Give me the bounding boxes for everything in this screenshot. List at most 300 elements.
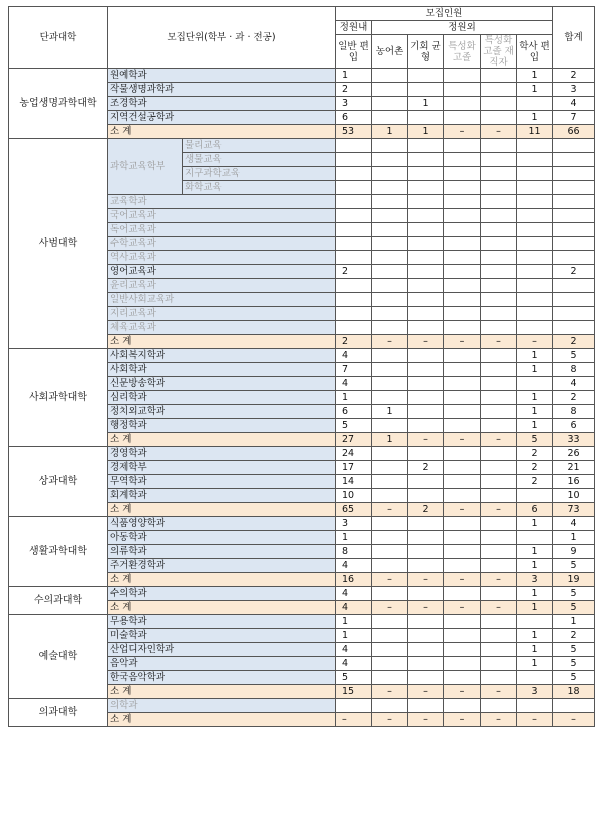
value-cell — [408, 391, 444, 405]
value-cell — [372, 83, 408, 97]
value-cell — [408, 111, 444, 125]
value-cell — [408, 447, 444, 461]
college-name: 의과대학 — [9, 699, 108, 727]
subtotal-cell: 5 — [517, 433, 553, 447]
header-general-transfer: 일반 편입 — [336, 35, 372, 69]
value-cell: 7 — [336, 363, 372, 377]
value-cell — [408, 377, 444, 391]
unit-name: 회계학과 — [108, 489, 336, 503]
unit-name: 윤리교육과 — [108, 279, 336, 293]
value-cell: 8 — [553, 363, 595, 377]
value-cell: 5 — [336, 671, 372, 685]
value-cell — [481, 69, 517, 83]
subtotal-cell: 4 — [336, 601, 372, 615]
value-cell — [372, 419, 408, 433]
subtotal-cell: – — [481, 433, 517, 447]
value-cell: 5 — [553, 657, 595, 671]
college-name: 수의과대학 — [9, 587, 108, 615]
value-cell — [372, 475, 408, 489]
unit-name: 조경학과 — [108, 97, 336, 111]
value-cell: 1 — [336, 629, 372, 643]
value-cell — [408, 419, 444, 433]
value-cell: 1 — [517, 643, 553, 657]
value-cell — [408, 545, 444, 559]
value-cell — [336, 167, 372, 181]
value-cell: 21 — [553, 461, 595, 475]
value-cell — [553, 181, 595, 195]
subtotal-cell: – — [481, 713, 517, 727]
value-cell — [481, 237, 517, 251]
value-cell: 5 — [553, 349, 595, 363]
value-cell — [372, 167, 408, 181]
value-cell: 1 — [517, 363, 553, 377]
value-cell — [408, 615, 444, 629]
subtotal-cell: – — [372, 601, 408, 615]
unit-name: 행정학과 — [108, 419, 336, 433]
value-cell — [444, 209, 481, 223]
value-cell — [336, 181, 372, 195]
value-cell — [553, 195, 595, 209]
value-cell — [481, 461, 517, 475]
value-cell — [372, 559, 408, 573]
value-cell — [372, 643, 408, 657]
subtotal-cell: 15 — [336, 685, 372, 699]
unit-name: 무역학과 — [108, 475, 336, 489]
value-cell — [481, 531, 517, 545]
subtotal-cell: 2 — [553, 335, 595, 349]
subtotal-label: 소 계 — [108, 601, 336, 615]
value-cell — [517, 699, 553, 713]
value-cell — [336, 293, 372, 307]
unit-name: 화학교육 — [183, 181, 336, 195]
subtotal-cell: – — [444, 433, 481, 447]
value-cell — [444, 195, 481, 209]
subtotal-cell: 27 — [336, 433, 372, 447]
value-cell: 1 — [517, 419, 553, 433]
subtotal-cell: 16 — [336, 573, 372, 587]
value-cell — [481, 405, 517, 419]
value-cell — [444, 251, 481, 265]
value-cell — [372, 377, 408, 391]
value-cell — [408, 223, 444, 237]
subtotal-cell: – — [553, 713, 595, 727]
value-cell: 6 — [336, 405, 372, 419]
unit-name: 수학교육과 — [108, 237, 336, 251]
subtotal-label: 소 계 — [108, 125, 336, 139]
table-row — [9, 699, 595, 713]
value-cell — [408, 363, 444, 377]
value-cell — [481, 489, 517, 503]
value-cell — [481, 139, 517, 153]
value-cell: 1 — [517, 517, 553, 531]
unit-name: 의학과 — [108, 699, 336, 713]
subtotal-cell: 3 — [517, 685, 553, 699]
value-cell — [444, 279, 481, 293]
value-cell — [408, 559, 444, 573]
header-inside: 정원내 — [336, 21, 372, 35]
value-cell — [336, 251, 372, 265]
unit-name: 사회학과 — [108, 363, 336, 377]
value-cell — [372, 223, 408, 237]
value-cell: 1 — [517, 83, 553, 97]
value-cell — [481, 419, 517, 433]
value-cell — [372, 251, 408, 265]
value-cell — [517, 97, 553, 111]
value-cell — [481, 363, 517, 377]
value-cell — [481, 167, 517, 181]
value-cell — [408, 349, 444, 363]
value-cell — [481, 657, 517, 671]
value-cell — [517, 293, 553, 307]
value-cell — [517, 167, 553, 181]
unit-name: 지리교육과 — [108, 307, 336, 321]
value-cell — [481, 223, 517, 237]
value-cell: 4 — [336, 349, 372, 363]
value-cell: 2 — [408, 461, 444, 475]
unit-name: 지구과학교육 — [183, 167, 336, 181]
header-special-hs: 특성화 고졸 — [444, 35, 481, 69]
value-cell — [444, 615, 481, 629]
subtotal-cell: 66 — [553, 125, 595, 139]
value-cell — [444, 559, 481, 573]
unit-name: 산업디자인학과 — [108, 643, 336, 657]
value-cell — [481, 321, 517, 335]
unit-name: 신문방송학과 — [108, 377, 336, 391]
value-cell — [372, 447, 408, 461]
value-cell — [517, 265, 553, 279]
subtotal-cell: 33 — [553, 433, 595, 447]
value-cell — [553, 167, 595, 181]
value-cell: 7 — [553, 111, 595, 125]
value-cell — [517, 139, 553, 153]
value-cell: 2 — [553, 629, 595, 643]
value-cell: 2 — [336, 83, 372, 97]
value-cell — [444, 545, 481, 559]
value-cell — [517, 237, 553, 251]
subtotal-cell: – — [481, 573, 517, 587]
subtotal-cell: 5 — [553, 601, 595, 615]
value-cell — [444, 69, 481, 83]
value-cell — [372, 279, 408, 293]
value-cell — [444, 671, 481, 685]
value-cell — [444, 699, 481, 713]
value-cell — [481, 643, 517, 657]
value-cell — [481, 475, 517, 489]
value-cell — [553, 209, 595, 223]
subtotal-cell: – — [444, 335, 481, 349]
value-cell — [444, 307, 481, 321]
value-cell: 3 — [336, 517, 372, 531]
value-cell — [481, 671, 517, 685]
value-cell — [408, 251, 444, 265]
value-cell — [444, 657, 481, 671]
value-cell — [481, 265, 517, 279]
header-farm: 농어촌 — [372, 35, 408, 69]
value-cell: 5 — [553, 643, 595, 657]
value-cell — [517, 307, 553, 321]
value-cell — [444, 587, 481, 601]
value-cell: 4 — [336, 559, 372, 573]
subtotal-cell: – — [481, 601, 517, 615]
unit-name: 독어교육과 — [108, 223, 336, 237]
value-cell — [553, 237, 595, 251]
value-cell — [408, 531, 444, 545]
subtotal-cell: 19 — [553, 573, 595, 587]
college-name: 상과대학 — [9, 447, 108, 517]
value-cell: 1 — [517, 391, 553, 405]
value-cell: 10 — [553, 489, 595, 503]
value-cell — [372, 209, 408, 223]
value-cell: 24 — [336, 447, 372, 461]
value-cell: 1 — [517, 111, 553, 125]
value-cell — [481, 181, 517, 195]
value-cell — [444, 531, 481, 545]
unit-name: 교육학과 — [108, 195, 336, 209]
value-cell — [408, 195, 444, 209]
value-cell — [372, 657, 408, 671]
value-cell — [481, 391, 517, 405]
value-cell — [444, 391, 481, 405]
unit-name: 경제학부 — [108, 461, 336, 475]
value-cell: 1 — [336, 615, 372, 629]
value-cell: 1 — [336, 391, 372, 405]
value-cell — [517, 251, 553, 265]
value-cell — [517, 153, 553, 167]
subtotal-cell: – — [481, 503, 517, 517]
value-cell — [481, 699, 517, 713]
value-cell — [517, 279, 553, 293]
value-cell — [444, 349, 481, 363]
header-special-hs-work: 특성화 고졸 재직자 — [481, 35, 517, 69]
subtotal-cell: – — [444, 503, 481, 517]
unit-name: 영어교육과 — [108, 265, 336, 279]
value-cell — [444, 293, 481, 307]
value-cell: 2 — [517, 461, 553, 475]
value-cell — [372, 307, 408, 321]
value-cell — [553, 251, 595, 265]
value-cell — [336, 139, 372, 153]
unit-name: 사회복지학과 — [108, 349, 336, 363]
value-cell — [372, 69, 408, 83]
value-cell — [444, 461, 481, 475]
value-cell — [444, 405, 481, 419]
value-cell — [444, 181, 481, 195]
value-cell: 1 — [372, 405, 408, 419]
value-cell — [336, 279, 372, 293]
subtotal-cell: – — [481, 685, 517, 699]
subtotal-cell: – — [408, 601, 444, 615]
table-row — [9, 615, 595, 629]
college-name: 농업생명과학대학 — [9, 69, 108, 139]
value-cell — [517, 671, 553, 685]
value-cell — [372, 293, 408, 307]
value-cell: 8 — [553, 405, 595, 419]
unit-name: 생물교육 — [183, 153, 336, 167]
value-cell — [372, 237, 408, 251]
value-cell — [444, 643, 481, 657]
value-cell: 1 — [517, 587, 553, 601]
subtotal-cell: – — [336, 713, 372, 727]
value-cell — [481, 251, 517, 265]
value-cell — [408, 405, 444, 419]
table-row — [9, 349, 595, 363]
value-cell — [444, 517, 481, 531]
subtotal-cell: – — [408, 713, 444, 727]
value-cell — [444, 489, 481, 503]
value-cell — [372, 111, 408, 125]
value-cell — [444, 167, 481, 181]
value-cell — [372, 629, 408, 643]
value-cell: 6 — [553, 419, 595, 433]
subtotal-label: 소 계 — [108, 335, 336, 349]
value-cell — [553, 153, 595, 167]
value-cell: 5 — [553, 559, 595, 573]
table-row — [9, 139, 595, 153]
unit-name: 한국음악학과 — [108, 671, 336, 685]
value-cell — [372, 181, 408, 195]
college-name: 사회과학대학 — [9, 349, 108, 447]
group-name: 과학교육학부 — [108, 139, 183, 195]
value-cell — [444, 447, 481, 461]
value-cell — [481, 97, 517, 111]
subtotal-cell: 11 — [517, 125, 553, 139]
value-cell: 4 — [553, 377, 595, 391]
subtotal-label: 소 계 — [108, 685, 336, 699]
header-bachelor-transfer: 학사 편입 — [517, 35, 553, 69]
value-cell — [517, 489, 553, 503]
value-cell — [408, 629, 444, 643]
value-cell: 1 — [517, 629, 553, 643]
value-cell — [408, 153, 444, 167]
value-cell — [336, 307, 372, 321]
unit-name: 아동학과 — [108, 531, 336, 545]
value-cell — [408, 671, 444, 685]
value-cell — [481, 349, 517, 363]
value-cell — [408, 307, 444, 321]
value-cell — [444, 153, 481, 167]
value-cell — [372, 139, 408, 153]
value-cell — [408, 321, 444, 335]
subtotal-cell: 1 — [372, 125, 408, 139]
value-cell — [481, 111, 517, 125]
value-cell — [372, 265, 408, 279]
value-cell — [408, 699, 444, 713]
value-cell — [444, 223, 481, 237]
value-cell — [481, 293, 517, 307]
value-cell — [408, 657, 444, 671]
unit-name: 물리교육 — [183, 139, 336, 153]
header-unit: 모집단위(학부 · 과 · 전공) — [108, 7, 336, 69]
subtotal-cell: – — [408, 685, 444, 699]
value-cell — [481, 587, 517, 601]
value-cell — [372, 615, 408, 629]
value-cell — [444, 265, 481, 279]
value-cell — [372, 699, 408, 713]
value-cell — [336, 699, 372, 713]
value-cell: 4 — [336, 587, 372, 601]
value-cell — [553, 699, 595, 713]
value-cell — [408, 83, 444, 97]
value-cell: 1 — [336, 531, 372, 545]
subtotal-cell: – — [444, 125, 481, 139]
unit-name: 지역건설공학과 — [108, 111, 336, 125]
subtotal-cell: – — [372, 713, 408, 727]
value-cell: 1 — [517, 657, 553, 671]
value-cell: 5 — [553, 671, 595, 685]
value-cell — [372, 195, 408, 209]
unit-name: 경영학과 — [108, 447, 336, 461]
value-cell — [481, 377, 517, 391]
table-row — [9, 69, 595, 83]
value-cell — [517, 377, 553, 391]
value-cell: 2 — [553, 69, 595, 83]
value-cell — [372, 321, 408, 335]
value-cell: 2 — [517, 447, 553, 461]
value-cell — [444, 139, 481, 153]
value-cell — [481, 559, 517, 573]
value-cell — [517, 209, 553, 223]
college-name: 예술대학 — [9, 615, 108, 699]
header-outside: 정원외 — [372, 21, 553, 35]
value-cell — [408, 181, 444, 195]
value-cell — [372, 391, 408, 405]
value-cell — [336, 153, 372, 167]
value-cell — [372, 349, 408, 363]
subtotal-cell: – — [481, 335, 517, 349]
value-cell — [481, 447, 517, 461]
value-cell: 26 — [553, 447, 595, 461]
value-cell — [408, 209, 444, 223]
value-cell: 4 — [336, 657, 372, 671]
value-cell — [517, 181, 553, 195]
subtotal-cell: 65 — [336, 503, 372, 517]
header-college: 단과대학 — [9, 7, 108, 69]
value-cell: 1 — [517, 545, 553, 559]
value-cell: 14 — [336, 475, 372, 489]
value-cell — [553, 139, 595, 153]
value-cell — [336, 237, 372, 251]
value-cell — [444, 111, 481, 125]
value-cell: 8 — [336, 545, 372, 559]
value-cell: 3 — [336, 97, 372, 111]
value-cell: 10 — [336, 489, 372, 503]
value-cell: 4 — [553, 97, 595, 111]
value-cell — [444, 475, 481, 489]
value-cell: 1 — [517, 559, 553, 573]
subtotal-label: 소 계 — [108, 503, 336, 517]
subtotal-cell: – — [444, 713, 481, 727]
header-equal: 기회 균형 — [408, 35, 444, 69]
value-cell — [444, 83, 481, 97]
value-cell — [481, 615, 517, 629]
value-cell — [408, 69, 444, 83]
value-cell — [408, 279, 444, 293]
value-cell: 1 — [517, 405, 553, 419]
table-body — [9, 69, 595, 727]
value-cell — [481, 279, 517, 293]
subtotal-cell: 2 — [336, 335, 372, 349]
value-cell — [408, 293, 444, 307]
value-cell — [517, 531, 553, 545]
subtotal-label: 소 계 — [108, 713, 336, 727]
header-total: 합계 — [553, 7, 595, 69]
value-cell — [372, 517, 408, 531]
value-cell — [517, 321, 553, 335]
unit-name: 원예학과 — [108, 69, 336, 83]
value-cell — [336, 195, 372, 209]
unit-name: 심리학과 — [108, 391, 336, 405]
value-cell — [553, 223, 595, 237]
